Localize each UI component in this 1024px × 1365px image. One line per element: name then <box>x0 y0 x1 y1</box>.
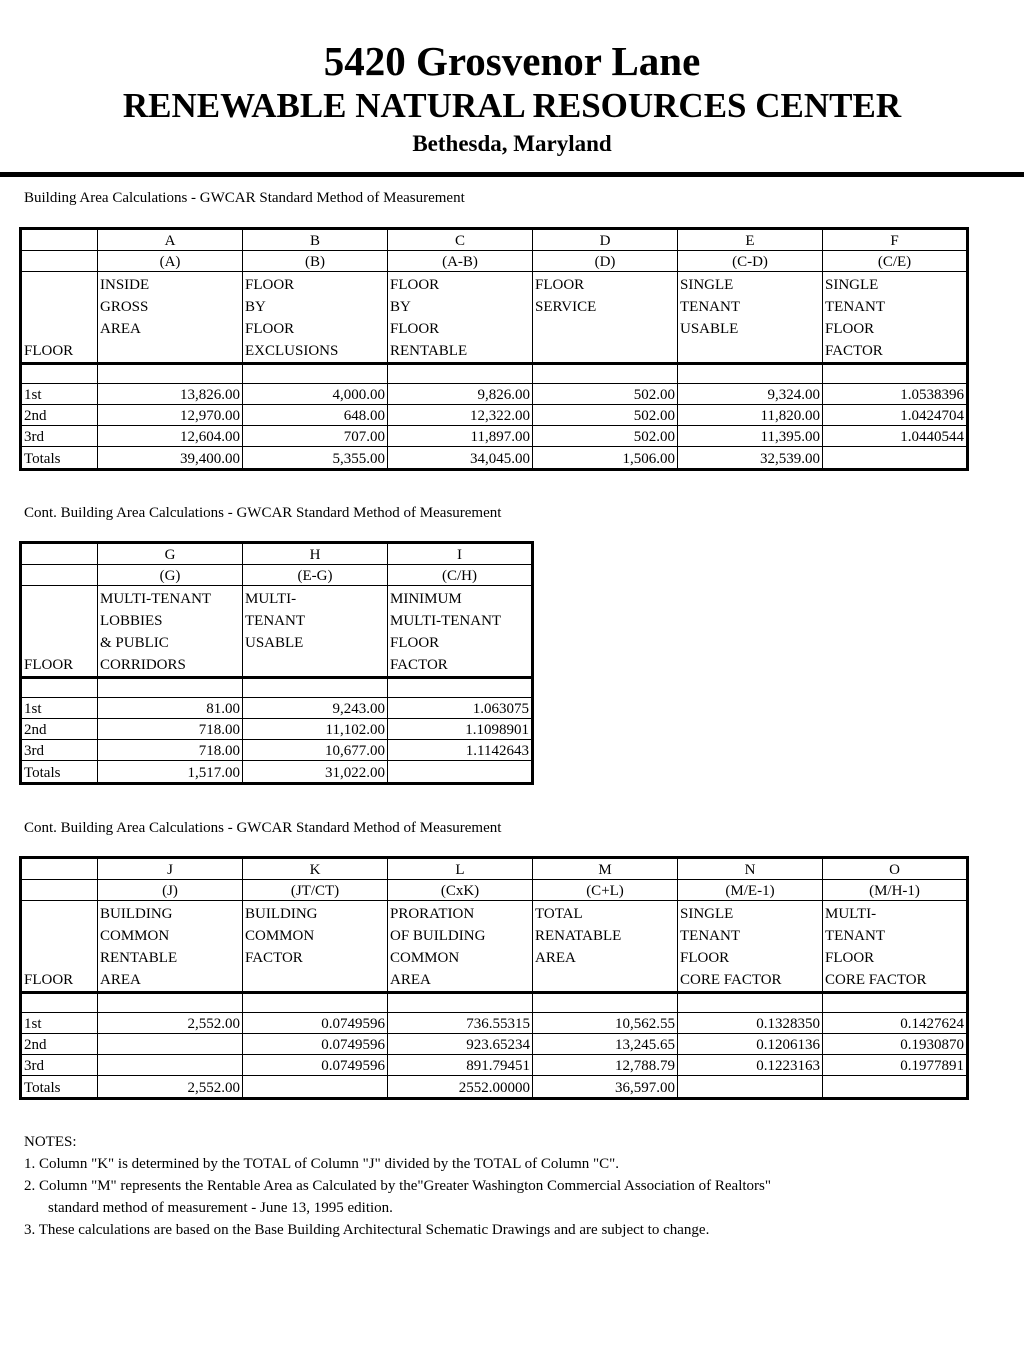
table-2-caption: Cont. Building Area Calculations - GWCAR Standard Method of Measurement <box>24 505 502 521</box>
floor-header-label: FLOOR <box>24 343 74 359</box>
value-cell <box>823 447 968 470</box>
floor-label: 3rd <box>21 740 98 761</box>
value-cell: 9,324.00 <box>678 384 823 405</box>
description-line: INSIDE <box>100 277 150 293</box>
location-label: Bethesda, Maryland <box>412 131 612 156</box>
column-description <box>823 272 968 364</box>
column-letter: G <box>98 543 243 565</box>
floor-row <box>21 1013 968 1034</box>
column-letter: D <box>533 229 678 251</box>
column-description <box>98 586 243 678</box>
floor-row <box>21 1055 968 1076</box>
floor-label: 1st <box>21 698 98 719</box>
column-description-row <box>21 586 533 678</box>
floor-header <box>21 901 98 993</box>
value-cell: 2552.00000 <box>388 1076 533 1099</box>
value-cell: 1.0424704 <box>823 405 968 426</box>
column-description <box>823 901 968 993</box>
floor-row <box>21 384 968 405</box>
description-line: FACTOR <box>390 657 448 673</box>
page-title: 5420 Grosvenor Lane <box>323 38 701 84</box>
area-calc-table-1 <box>19 227 969 471</box>
value-cell <box>243 1076 388 1099</box>
description-line: COMMON <box>100 928 170 944</box>
value-cell: 4,000.00 <box>243 384 388 405</box>
area-calc-table-2 <box>19 541 534 785</box>
value-cell: 1.1142643 <box>388 740 533 761</box>
column-letter: K <box>243 858 388 880</box>
floor-row <box>21 1034 968 1055</box>
column-formula: (C+L) <box>533 880 678 901</box>
value-cell <box>388 761 533 784</box>
column-formula: (C/H) <box>388 565 533 586</box>
value-cell: 891.79451 <box>388 1055 533 1076</box>
column-description <box>243 586 388 678</box>
value-cell: 1.1098901 <box>388 719 533 740</box>
value-cell: 502.00 <box>533 384 678 405</box>
description-line: USABLE <box>680 321 739 337</box>
column-formula-row <box>21 565 533 586</box>
value-cell: 0.1977891 <box>823 1055 968 1076</box>
value-cell: 39,400.00 <box>98 447 243 470</box>
description-line: TENANT <box>245 613 305 629</box>
description-line: RENTABLE <box>390 343 468 359</box>
empty-cell <box>823 364 968 384</box>
description-line: BY <box>390 299 411 315</box>
column-letter: B <box>243 229 388 251</box>
column-letter: I <box>388 543 533 565</box>
empty-cell <box>243 993 388 1013</box>
description-line <box>680 340 820 362</box>
empty-cell <box>823 993 968 1013</box>
value-cell: 718.00 <box>98 719 243 740</box>
empty-cell <box>388 364 533 384</box>
column-letter: F <box>823 229 968 251</box>
description-line: RENTABLE <box>100 950 178 966</box>
column-letter-row <box>21 858 968 880</box>
description-line: MINIMUM <box>390 591 462 607</box>
description-line: TENANT <box>680 299 740 315</box>
value-cell: 12,322.00 <box>388 405 533 426</box>
description-line <box>535 340 675 362</box>
column-formula: (C-D) <box>678 251 823 272</box>
description-line: PRORATION <box>390 906 475 922</box>
empty-cell <box>21 364 98 384</box>
floor-header <box>21 272 98 364</box>
description-line: CORRIDORS <box>100 657 186 673</box>
column-formula: (M/H-1) <box>823 880 968 901</box>
value-cell: 0.1930870 <box>823 1034 968 1055</box>
description-line <box>100 340 240 362</box>
description-line: & PUBLIC <box>100 635 169 651</box>
column-letter: E <box>678 229 823 251</box>
value-cell: 648.00 <box>243 405 388 426</box>
notes-section <box>24 1131 771 1241</box>
value-cell: 12,788.79 <box>533 1055 678 1076</box>
empty-cell <box>21 565 98 586</box>
description-line: CORE FACTOR <box>825 972 927 988</box>
value-cell: 11,897.00 <box>388 426 533 447</box>
description-line: BY <box>245 299 266 315</box>
description-line: BUILDING <box>100 906 173 922</box>
floor-row <box>21 740 533 761</box>
description-line: FACTOR <box>825 343 883 359</box>
value-cell: 1.0440544 <box>823 426 968 447</box>
column-letter: L <box>388 858 533 880</box>
column-formula: (A-B) <box>388 251 533 272</box>
column-description <box>243 272 388 364</box>
value-cell: 11,102.00 <box>243 719 388 740</box>
description-line: SINGLE <box>825 277 879 293</box>
description-line <box>245 969 385 991</box>
value-cell <box>98 1034 243 1055</box>
value-cell: 1.0538396 <box>823 384 968 405</box>
column-formula: (G) <box>98 565 243 586</box>
column-description <box>533 901 678 993</box>
column-letter: M <box>533 858 678 880</box>
floor-label: Totals <box>21 761 98 784</box>
table-3-caption: Cont. Building Area Calculations - GWCAR Standard Method of Measurement <box>24 820 502 836</box>
description-line: FLOOR <box>245 277 295 293</box>
column-letter: O <box>823 858 968 880</box>
description-line <box>535 969 675 991</box>
value-cell <box>98 1055 243 1076</box>
column-letter: J <box>98 858 243 880</box>
description-line: SERVICE <box>535 299 597 315</box>
description-line: FLOOR <box>390 277 440 293</box>
value-cell: 11,395.00 <box>678 426 823 447</box>
value-cell: 0.1223163 <box>678 1055 823 1076</box>
page-header <box>0 38 1024 158</box>
column-letter: N <box>678 858 823 880</box>
description-line: USABLE <box>245 635 304 651</box>
value-cell: 5,355.00 <box>243 447 388 470</box>
description-line: CORE FACTOR <box>680 972 782 988</box>
column-letter: A <box>98 229 243 251</box>
description-line: OF BUILDING <box>390 928 486 944</box>
column-description <box>678 272 823 364</box>
empty-cell <box>98 678 243 698</box>
description-line: FLOOR <box>825 950 875 966</box>
description-line: FACTOR <box>245 950 303 966</box>
floor-label: 3rd <box>21 1055 98 1076</box>
column-letter: H <box>243 543 388 565</box>
column-description <box>98 272 243 364</box>
floor-label: Totals <box>21 1076 98 1099</box>
empty-cell <box>243 364 388 384</box>
table-1-caption: Building Area Calculations - GWCAR Standard Method of Measurement <box>24 190 465 206</box>
empty-cell <box>21 543 98 565</box>
spacer-row <box>21 678 533 698</box>
description-line: EXCLUSIONS <box>245 343 339 359</box>
value-cell: 9,826.00 <box>388 384 533 405</box>
value-cell: 12,604.00 <box>98 426 243 447</box>
value-cell: 502.00 <box>533 426 678 447</box>
empty-cell <box>388 993 533 1013</box>
value-cell: 0.1206136 <box>678 1034 823 1055</box>
empty-cell <box>21 678 98 698</box>
floor-label: 1st <box>21 384 98 405</box>
description-line: AREA <box>535 950 576 966</box>
empty-cell <box>21 229 98 251</box>
floor-label: 2nd <box>21 719 98 740</box>
column-description <box>678 901 823 993</box>
column-description <box>243 901 388 993</box>
floor-header-label: FLOOR <box>24 657 74 673</box>
empty-cell <box>533 993 678 1013</box>
description-line: AREA <box>390 972 431 988</box>
value-cell: 13,826.00 <box>98 384 243 405</box>
description-line: FLOOR <box>825 321 875 337</box>
spacer-row <box>21 993 968 1013</box>
value-cell: 0.1427624 <box>823 1013 968 1034</box>
empty-cell <box>533 364 678 384</box>
column-formula: (D) <box>533 251 678 272</box>
value-cell: 0.0749596 <box>243 1034 388 1055</box>
description-line: TENANT <box>825 928 885 944</box>
description-line: MULTI- <box>825 906 877 922</box>
empty-cell <box>21 880 98 901</box>
description-line: FLOOR <box>535 277 585 293</box>
floor-header <box>21 586 98 678</box>
note-item: 2. Column "M" represents the Rentable Area as Calculated by the"Greater Washington Commercial Association of Realtors" <box>24 1178 771 1194</box>
column-formula-row <box>21 880 968 901</box>
floor-label: 3rd <box>21 426 98 447</box>
empty-cell <box>98 364 243 384</box>
column-formula: (B) <box>243 251 388 272</box>
value-cell: 10,562.55 <box>533 1013 678 1034</box>
description-line: RENATABLE <box>535 928 622 944</box>
value-cell <box>678 1076 823 1099</box>
empty-cell <box>388 678 533 698</box>
totals-row <box>21 447 968 470</box>
column-formula: (J) <box>98 880 243 901</box>
value-cell: 81.00 <box>98 698 243 719</box>
column-formula: (A) <box>98 251 243 272</box>
value-cell: 10,677.00 <box>243 740 388 761</box>
description-line: FLOOR <box>245 321 295 337</box>
area-calc-table-3 <box>19 856 969 1100</box>
floor-row <box>21 426 968 447</box>
column-letter-row <box>21 229 968 251</box>
value-cell: 11,820.00 <box>678 405 823 426</box>
value-cell: 0.1328350 <box>678 1013 823 1034</box>
description-line: TENANT <box>825 299 885 315</box>
description-line: TOTAL <box>535 906 583 922</box>
value-cell: 0.0749596 <box>243 1013 388 1034</box>
description-line: FLOOR <box>390 635 440 651</box>
description-line: BUILDING <box>245 906 318 922</box>
totals-row <box>21 761 533 784</box>
header-divider <box>0 172 1024 177</box>
page-subtitle: RENEWABLE NATURAL RESOURCES CENTER <box>122 86 902 125</box>
description-line: COMMON <box>245 928 315 944</box>
empty-cell <box>21 858 98 880</box>
column-formula: (C/E) <box>823 251 968 272</box>
description-line: AREA <box>100 321 141 337</box>
column-formula-row <box>21 251 968 272</box>
floor-header-label: FLOOR <box>24 972 74 988</box>
totals-row <box>21 1076 968 1099</box>
value-cell: 502.00 <box>533 405 678 426</box>
empty-cell <box>21 993 98 1013</box>
value-cell: 1,517.00 <box>98 761 243 784</box>
description-line <box>245 654 385 676</box>
value-cell: 923.65234 <box>388 1034 533 1055</box>
column-description <box>533 272 678 364</box>
value-cell: 1,506.00 <box>533 447 678 470</box>
column-formula: (CxK) <box>388 880 533 901</box>
value-cell: 13,245.65 <box>533 1034 678 1055</box>
description-line: LOBBIES <box>100 613 163 629</box>
description-line: SINGLE <box>680 906 734 922</box>
column-letter-row <box>21 543 533 565</box>
value-cell: 32,539.00 <box>678 447 823 470</box>
value-cell: 707.00 <box>243 426 388 447</box>
value-cell: 1.063075 <box>388 698 533 719</box>
empty-cell <box>243 678 388 698</box>
column-description-row <box>21 901 968 993</box>
column-description <box>388 272 533 364</box>
value-cell: 34,045.00 <box>388 447 533 470</box>
value-cell: 2,552.00 <box>98 1076 243 1099</box>
column-letter: C <box>388 229 533 251</box>
column-description <box>388 901 533 993</box>
description-line: FLOOR <box>390 321 440 337</box>
column-formula: (E-G) <box>243 565 388 586</box>
floor-row <box>21 405 968 426</box>
floor-label: Totals <box>21 447 98 470</box>
value-cell: 736.55315 <box>388 1013 533 1034</box>
description-line: COMMON <box>390 950 460 966</box>
description-line: AREA <box>100 972 141 988</box>
value-cell: 36,597.00 <box>533 1076 678 1099</box>
floor-label: 2nd <box>21 405 98 426</box>
note-item: standard method of measurement - June 13, 1995 edition. <box>48 1200 393 1216</box>
description-line: GROSS <box>100 299 149 315</box>
column-formula: (M/E-1) <box>678 880 823 901</box>
value-cell <box>823 1076 968 1099</box>
description-line: TENANT <box>680 928 740 944</box>
floor-label: 1st <box>21 1013 98 1034</box>
floor-row <box>21 719 533 740</box>
notes-heading: NOTES: <box>24 1134 77 1150</box>
description-line: MULTI-TENANT <box>100 591 212 607</box>
value-cell: 12,970.00 <box>98 405 243 426</box>
column-formula: (JT/CT) <box>243 880 388 901</box>
empty-cell <box>678 364 823 384</box>
empty-cell <box>678 993 823 1013</box>
empty-cell <box>21 251 98 272</box>
value-cell: 0.0749596 <box>243 1055 388 1076</box>
value-cell: 718.00 <box>98 740 243 761</box>
spacer-row <box>21 364 968 384</box>
empty-cell <box>98 993 243 1013</box>
value-cell: 9,243.00 <box>243 698 388 719</box>
description-line: MULTI-TENANT <box>390 613 502 629</box>
description-line: MULTI- <box>245 591 297 607</box>
value-cell: 31,022.00 <box>243 761 388 784</box>
floor-row <box>21 698 533 719</box>
column-description-row <box>21 272 968 364</box>
description-line: SINGLE <box>680 277 734 293</box>
description-line <box>535 318 675 340</box>
floor-label: 2nd <box>21 1034 98 1055</box>
column-description <box>388 586 533 678</box>
note-item: 3. These calculations are based on the Base Building Architectural Schematic Drawings and are subject to change. <box>24 1222 710 1238</box>
note-item: 1. Column "K" is determined by the TOTAL of Column "J" divided by the TOTAL of Column "C". <box>24 1156 619 1172</box>
description-line: FLOOR <box>680 950 730 966</box>
value-cell: 2,552.00 <box>98 1013 243 1034</box>
column-description <box>98 901 243 993</box>
